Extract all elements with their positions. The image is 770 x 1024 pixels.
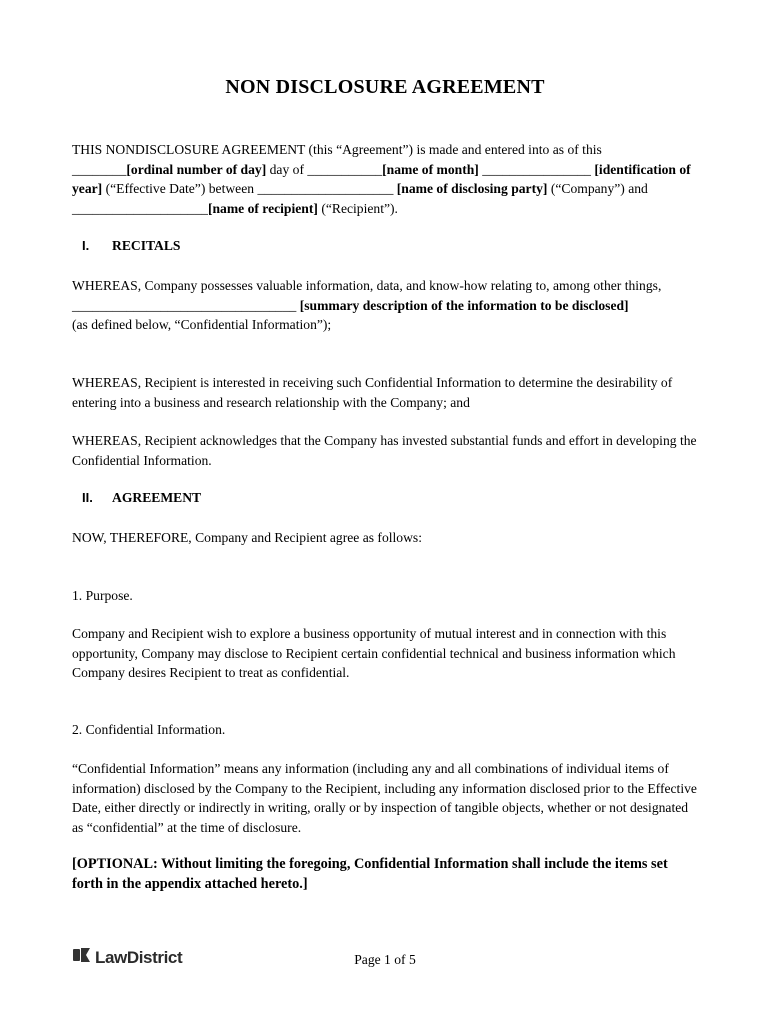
document-title: NON DISCLOSURE AGREEMENT [225,76,545,98]
recital-2: WHEREAS, Recipient is interested in receiving such Confidential Information to determine the desirability of entering into a business and research relationship with the Company; and [72,375,673,410]
company-blank: ____________________ [257,181,394,196]
recipient-placeholder: [name of recipient] [207,200,318,216]
section-number: II. [82,490,93,505]
confidential-information-text: “Confidential Information” means any information (including any and all combinations of individual items of information) disclosed by the Company to the Recipient, including any information disclosed prior to the Effective Date, either directly or indirectly in writing, orally or by inspection of tangible objects, whether or not designated as “confidential” at the time of disclosure. [72,761,697,835]
summary-placeholder: [summary description of the information to be disclosed] [296,297,629,313]
section-recitals-heading [82,236,181,256]
intro-text-recipient: (“Recipient”). [317,200,398,216]
year-blank: ________________ [478,161,591,177]
page-number: Page 1 of 5 [354,952,416,967]
section-number: I. [82,238,90,253]
intro-paragraph [72,140,700,218]
purpose-heading: 1. Purpose. [72,588,133,603]
month-placeholder: [name of month] [382,161,479,177]
company-placeholder: [name of disclosing party] [393,181,548,196]
section-title: AGREEMENT [112,490,202,505]
recipient-blank: ____________________ [72,200,208,216]
section-title: RECITALS [112,238,181,253]
now-therefore: NOW, THEREFORE, Company and Recipient agree as follows: [72,530,422,545]
intro-text-effective-date: (“Effective Date”) between [102,181,258,196]
recital-1-text: WHEREAS, Company possesses valuable information, data, and know-how relating to, among other things, [72,278,662,293]
intro-text-company: (“Company”) and [547,181,648,196]
month-blank: ___________ [307,161,383,177]
recital-1-text-end: (as defined below, “Confidential Information”); [72,317,332,332]
recital-1 [72,276,700,335]
purpose-text: Company and Recipient wish to explore a business opportunity of mutual interest and in connection with this opportunity, Company may disclose to Recipient certain confidential technical and business information which Company desires Recipient to treat as confidential. [72,626,676,680]
optional-clause: [OPTIONAL: Without limiting the foregoing, Confidential Information shall include the items set forth in the appendix attached hereto.] [72,856,668,892]
recital-3: WHEREAS, Recipient acknowledges that the Company has invested substantial funds and effort in developing the Confidential Information. [72,433,697,468]
section-agreement-heading [82,488,201,508]
intro-text: THIS NONDISCLOSURE AGREEMENT (this “Agreement”) is made and entered into as of this [72,142,602,157]
confidential-information-heading: 2. Confidential Information. [72,722,226,737]
day-placeholder: [ordinal number of day] [126,161,267,177]
year-placeholder: [identification of year] [72,161,691,196]
intro-text-day-of: day of [266,161,308,177]
logo-text: LawDistrict [95,947,183,967]
summary-blank: _________________________________ [72,297,297,313]
day-blank: ________ [72,161,127,177]
